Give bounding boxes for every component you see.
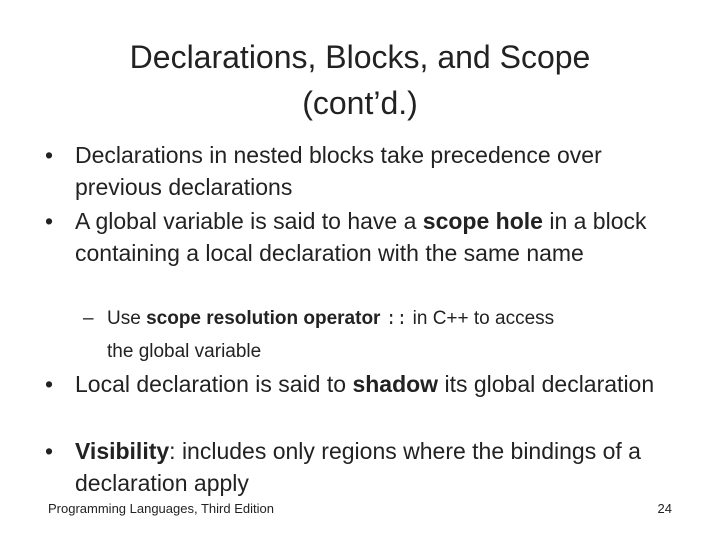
- sub-bullet-marker: –: [83, 308, 94, 329]
- sub-bullet-text: Use: [107, 308, 147, 329]
- bullet-text: Declarations in nested blocks take precedence over previous declarations: [75, 142, 602, 200]
- sub-bullet-item: [83, 303, 687, 367]
- bullet-item: [45, 435, 685, 499]
- bullet-text: in a block containing a local declaration with the same name: [75, 208, 647, 266]
- bullet-marker: •: [45, 438, 54, 464]
- bullet-item: [45, 205, 685, 269]
- bullet-emphasis: scope hole: [422, 208, 543, 234]
- page-number: 24: [657, 501, 672, 516]
- footer-source: Programming Languages, Third Edition: [48, 501, 274, 516]
- bullet-item: [45, 368, 685, 400]
- code-token: ::: [385, 310, 408, 330]
- title-line-1: Declarations, Blocks, and Scope: [129, 39, 591, 75]
- sub-bullet-text: in C++ to access: [407, 308, 555, 329]
- sub-bullet-emphasis: scope resolution operator: [146, 308, 381, 329]
- bullet-marker: •: [45, 371, 54, 397]
- bullet-emphasis: shadow: [352, 371, 439, 397]
- bullet-text: : includes only regions where the bindings of a declaration apply: [75, 438, 641, 496]
- slide-title: [60, 34, 660, 126]
- sub-bullet-text: the global variable: [107, 341, 262, 362]
- bullet-marker: •: [45, 142, 54, 168]
- bullet-text: its global declaration: [438, 371, 655, 397]
- bullet-item: [45, 139, 685, 203]
- bullet-text: Local declaration is said to: [75, 371, 353, 397]
- bullet-text: A global variable is said to have a: [75, 208, 423, 234]
- bullet-emphasis: Visibility: [75, 438, 170, 464]
- title-line-2: (cont’d.): [302, 85, 418, 121]
- bullet-marker: •: [45, 208, 54, 234]
